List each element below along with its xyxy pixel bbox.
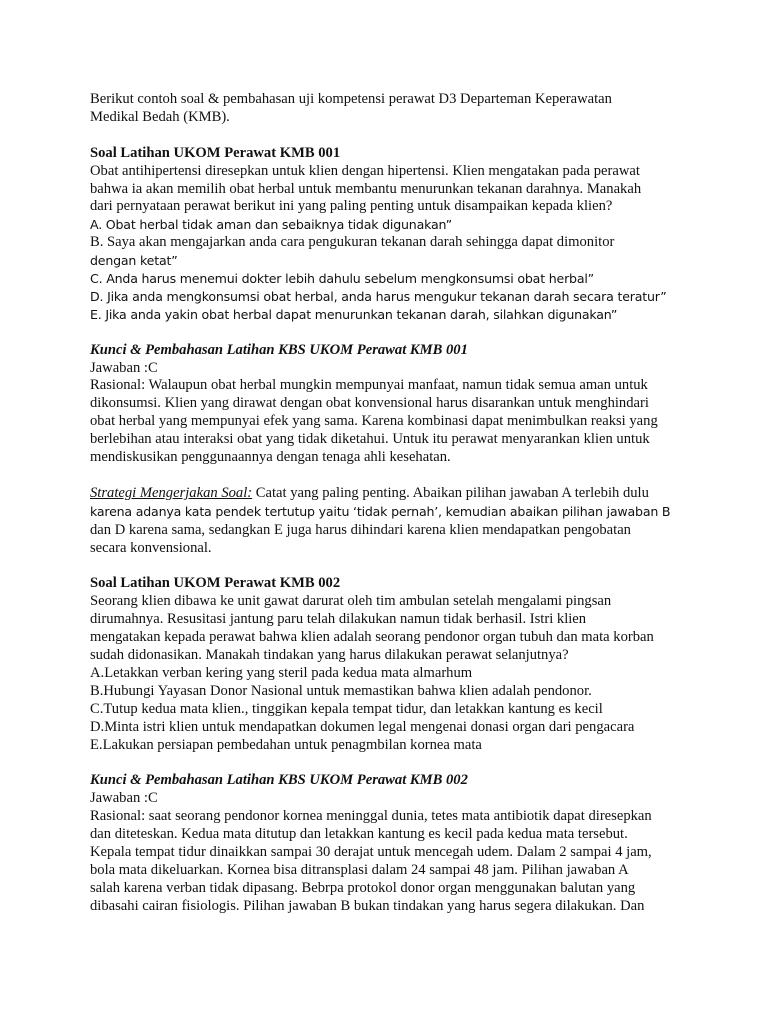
answer-1-heading: Kunci & Pembahasan Latihan KBS UKOM Perawat KMB 001 <box>90 341 468 358</box>
answer-2-key: Jawaban :C <box>90 790 158 807</box>
intro-line: Berikut contoh soal & pembahasan uji kompetensi perawat D3 Departeman Keperawatan <box>90 91 612 107</box>
answer-1-rational-line: dikonsumsi. Klien yang dirawat dengan obat konvensional harus disarankan untuk menghindari <box>90 395 649 412</box>
question-2-heading: Soal Latihan UKOM Perawat KMB 002 <box>90 575 341 592</box>
intro-line: Medikal Bedah (KMB). <box>90 108 230 125</box>
answer-1-rational-line: Rasional: Walaupun obat herbal mungkin mempunyai manfaat, namun tidak semua aman untuk <box>90 377 648 394</box>
question-2-option: E.Lakukan persiapan pembedahan untuk penagmbilan kornea mata <box>90 736 482 753</box>
strategy-text: karena adanya kata pendek tertutup yaitu ‘tidak pernah’, <box>90 503 442 519</box>
question-2-option: C.Tutup kedua mata klien., tinggikan kepala tempat tidur, dan letakkan kantung es kecil <box>90 700 603 717</box>
question-2-stem-line: mengatakan kepada perawat bahwa klien adalah seorang pendonor organ tubuh dan mata korban <box>90 629 654 646</box>
answer-1-rational-line: mendiskusikan penggunaannya dengan tenaga ahli kesehatan. <box>90 449 451 466</box>
question-2-option: D.Minta istri klien untuk mendapatkan dokumen legal mengenai donasi organ dari pengacara <box>90 718 635 735</box>
answer-2-rational-line: dan diteteskan. Kedua mata ditutup dan letakkan kantung es kecil pada kedua mata tersebut. <box>90 826 628 843</box>
question-1-option-d: D. Jika anda mengkonsumsi obat herbal, anda harus mengukur tekanan darah secara teratur” <box>90 288 667 304</box>
answer-1-rational-line: obat herbal yang mempunyai efek yang sama. Karena kombinasi dapat menimbulkan reaksi yang <box>90 413 658 430</box>
question-1-option-b-cont: dengan ketat” <box>90 253 178 269</box>
strategy-paragraph-line <box>90 485 690 503</box>
question-2-option: A.Letakkan verban kering yang steril pada kedua mata almarhum <box>90 664 473 681</box>
question-2-stem-line: Seorang klien dibawa ke unit gawat darurat oleh tim ambulan setelah mengalami pingsan <box>90 593 612 610</box>
question-1-option-c: C. Anda harus menemui dokter lebih dahulu sebelum mengkonsumsi obat herbal” <box>90 271 594 287</box>
question-1-stem-line: dari pernyataan perawat berikut ini yang paling penting untuk disampaikan kepada klien? <box>90 198 613 215</box>
strategy-paragraph-line: dan D karena sama, sedangkan E juga harus dihindari karena klien mendapatkan pengobatan <box>90 521 631 538</box>
strategy-paragraph-line <box>90 503 690 522</box>
strategy-text: Catat yang paling penting. Abaikan pilihan jawaban A terlebih dulu <box>252 484 649 501</box>
strategy-paragraph-line: secara konvensional. <box>90 539 212 556</box>
question-2-option: B.Hubungi Yayasan Donor Nasional untuk memastikan bahwa klien adalah pendonor. <box>90 682 592 699</box>
answer-2-heading: Kunci & Pembahasan Latihan KBS UKOM Perawat KMB 002 <box>90 772 468 789</box>
answer-2-rational-line: bola mata dikeluarkan. Kornea bisa ditransplasi dalam 24 sampai 48 jam. Pilihan jawaban A <box>90 861 629 878</box>
document-body <box>90 91 690 916</box>
question-2-stem-line: dirumahnya. Resusitasi jantung paru telah dilakukan namun tidak berhasil. Istri klien <box>90 611 587 628</box>
question-1-option-a: A. Obat herbal tidak aman dan sebaiknya tidak digunakan” <box>90 217 452 233</box>
answer-2-rational-line: salah karena verban tidak dipasang. Bebrpa protokol donor organ menggunakan balutan yang <box>90 879 636 896</box>
question-1-stem-line: Obat antihipertensi diresepkan untuk klien dengan hipertensi. Klien mengatakan pada perawat <box>90 162 640 179</box>
answer-2-rational-line: dibasahi cairan fisiologis. Pilihan jawaban B bukan tindakan yang harus segera dilakukan. Dan <box>90 897 645 914</box>
strategy-text: kemudian abaikan pilihan jawaban B <box>441 503 671 519</box>
answer-1-key: Jawaban :C <box>90 359 158 376</box>
strategy-label: Strategi Mengerjakan Soal: <box>90 484 253 501</box>
answer-2-rational-line: Kepala tempat tidur dinaikkan sampai 30 derajat untuk mencegah udem. Dalam 2 sampai 4 jam, <box>90 843 652 860</box>
question-1-option-b: B. Saya akan mengajarkan anda cara pengukuran tekanan darah sehingga dapat dimonitor <box>90 234 615 251</box>
question-1-heading: Soal Latihan UKOM Perawat KMB 001 <box>90 144 341 161</box>
answer-1-rational-line: berlebihan atau interaksi obat yang tidak diketahui. Untuk itu perawat menyarankan klien untuk <box>90 431 650 448</box>
question-1-option-e: E. Jika anda yakin obat herbal dapat menurunkan tekanan darah, silahkan digunakan” <box>90 306 618 322</box>
answer-2-rational-line: Rasional: saat seorang pendonor kornea meninggal dunia, tetes mata antibiotik dapat diresepkan <box>90 808 652 825</box>
question-2-stem-line: sudah didonasikan. Manakah tindakan yang harus dilakukan perawat selanjutnya? <box>90 647 569 664</box>
question-1-stem-line: bahwa ia akan memilih obat herbal untuk membantu menurunkan tekanan darahnya. Manakah <box>90 180 642 197</box>
